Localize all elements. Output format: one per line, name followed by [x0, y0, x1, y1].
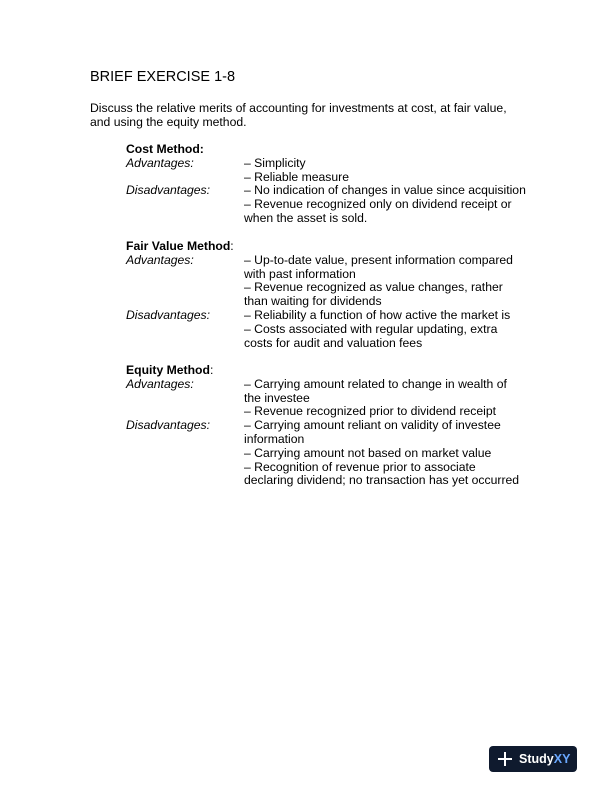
equity-method-section	[126, 364, 546, 488]
list-item: – Reliable measure	[244, 169, 350, 184]
list-item: – Costs associated with regular updating, extra costs for audit and valuation fees	[244, 321, 498, 350]
disadvantages-label: Disadvantages:	[126, 183, 211, 198]
list-item: – No indication of changes in value since acquisition	[244, 183, 526, 198]
list-item: – Revenue recognized as value changes, rather than waiting for dividends	[244, 280, 503, 309]
list-item: – Carrying amount not based on market value	[244, 445, 492, 460]
studyxy-logo-text: StudyXY	[519, 752, 571, 766]
advantages-row	[126, 254, 546, 309]
studyxy-badge[interactable]	[489, 746, 577, 772]
list-item: – Simplicity	[244, 155, 306, 170]
advantages-label: Advantages:	[126, 155, 194, 170]
list-item: – Carrying amount related to change in wealth of the investee	[244, 376, 507, 405]
list-item: – Reliability a function of how active the market is	[244, 307, 511, 322]
list-item: – Revenue recognized only on dividend receipt or when the asset is sold.	[244, 197, 512, 225]
plus-sparkle-icon	[497, 751, 513, 767]
list-item: – Revenue recognized prior to dividend receipt	[244, 404, 497, 419]
advantages-row	[126, 378, 546, 419]
advantages-label: Advantages:	[126, 376, 194, 391]
disadvantages-row	[126, 184, 546, 225]
fair-value-method-section	[126, 240, 546, 350]
list-item: – Carrying amount reliant on validity of investee information	[244, 418, 501, 446]
advantages-row	[126, 157, 546, 185]
method-title: Fair Value Method:	[126, 239, 234, 253]
advantages-label: Advantages:	[126, 252, 194, 267]
cost-method-section	[126, 143, 546, 226]
exercise-title: BRIEF EXERCISE 1-8	[90, 69, 236, 85]
method-title: Equity Method:	[126, 363, 214, 377]
method-title: Cost Method:	[126, 142, 204, 156]
disadvantages-row	[126, 309, 546, 350]
list-item: – Recognition of revenue prior to associate declaring dividend; no transaction has yet occurred	[244, 459, 520, 488]
disadvantages-label: Disadvantages:	[126, 307, 211, 322]
disadvantages-row	[126, 419, 546, 488]
list-item: – Up-to-date value, present information compared with past information	[244, 252, 513, 281]
question-text: Discuss the relative merits of accounting for investments at cost, at fair value, and using the equity method.	[90, 101, 507, 129]
disadvantages-label: Disadvantages:	[126, 418, 211, 433]
